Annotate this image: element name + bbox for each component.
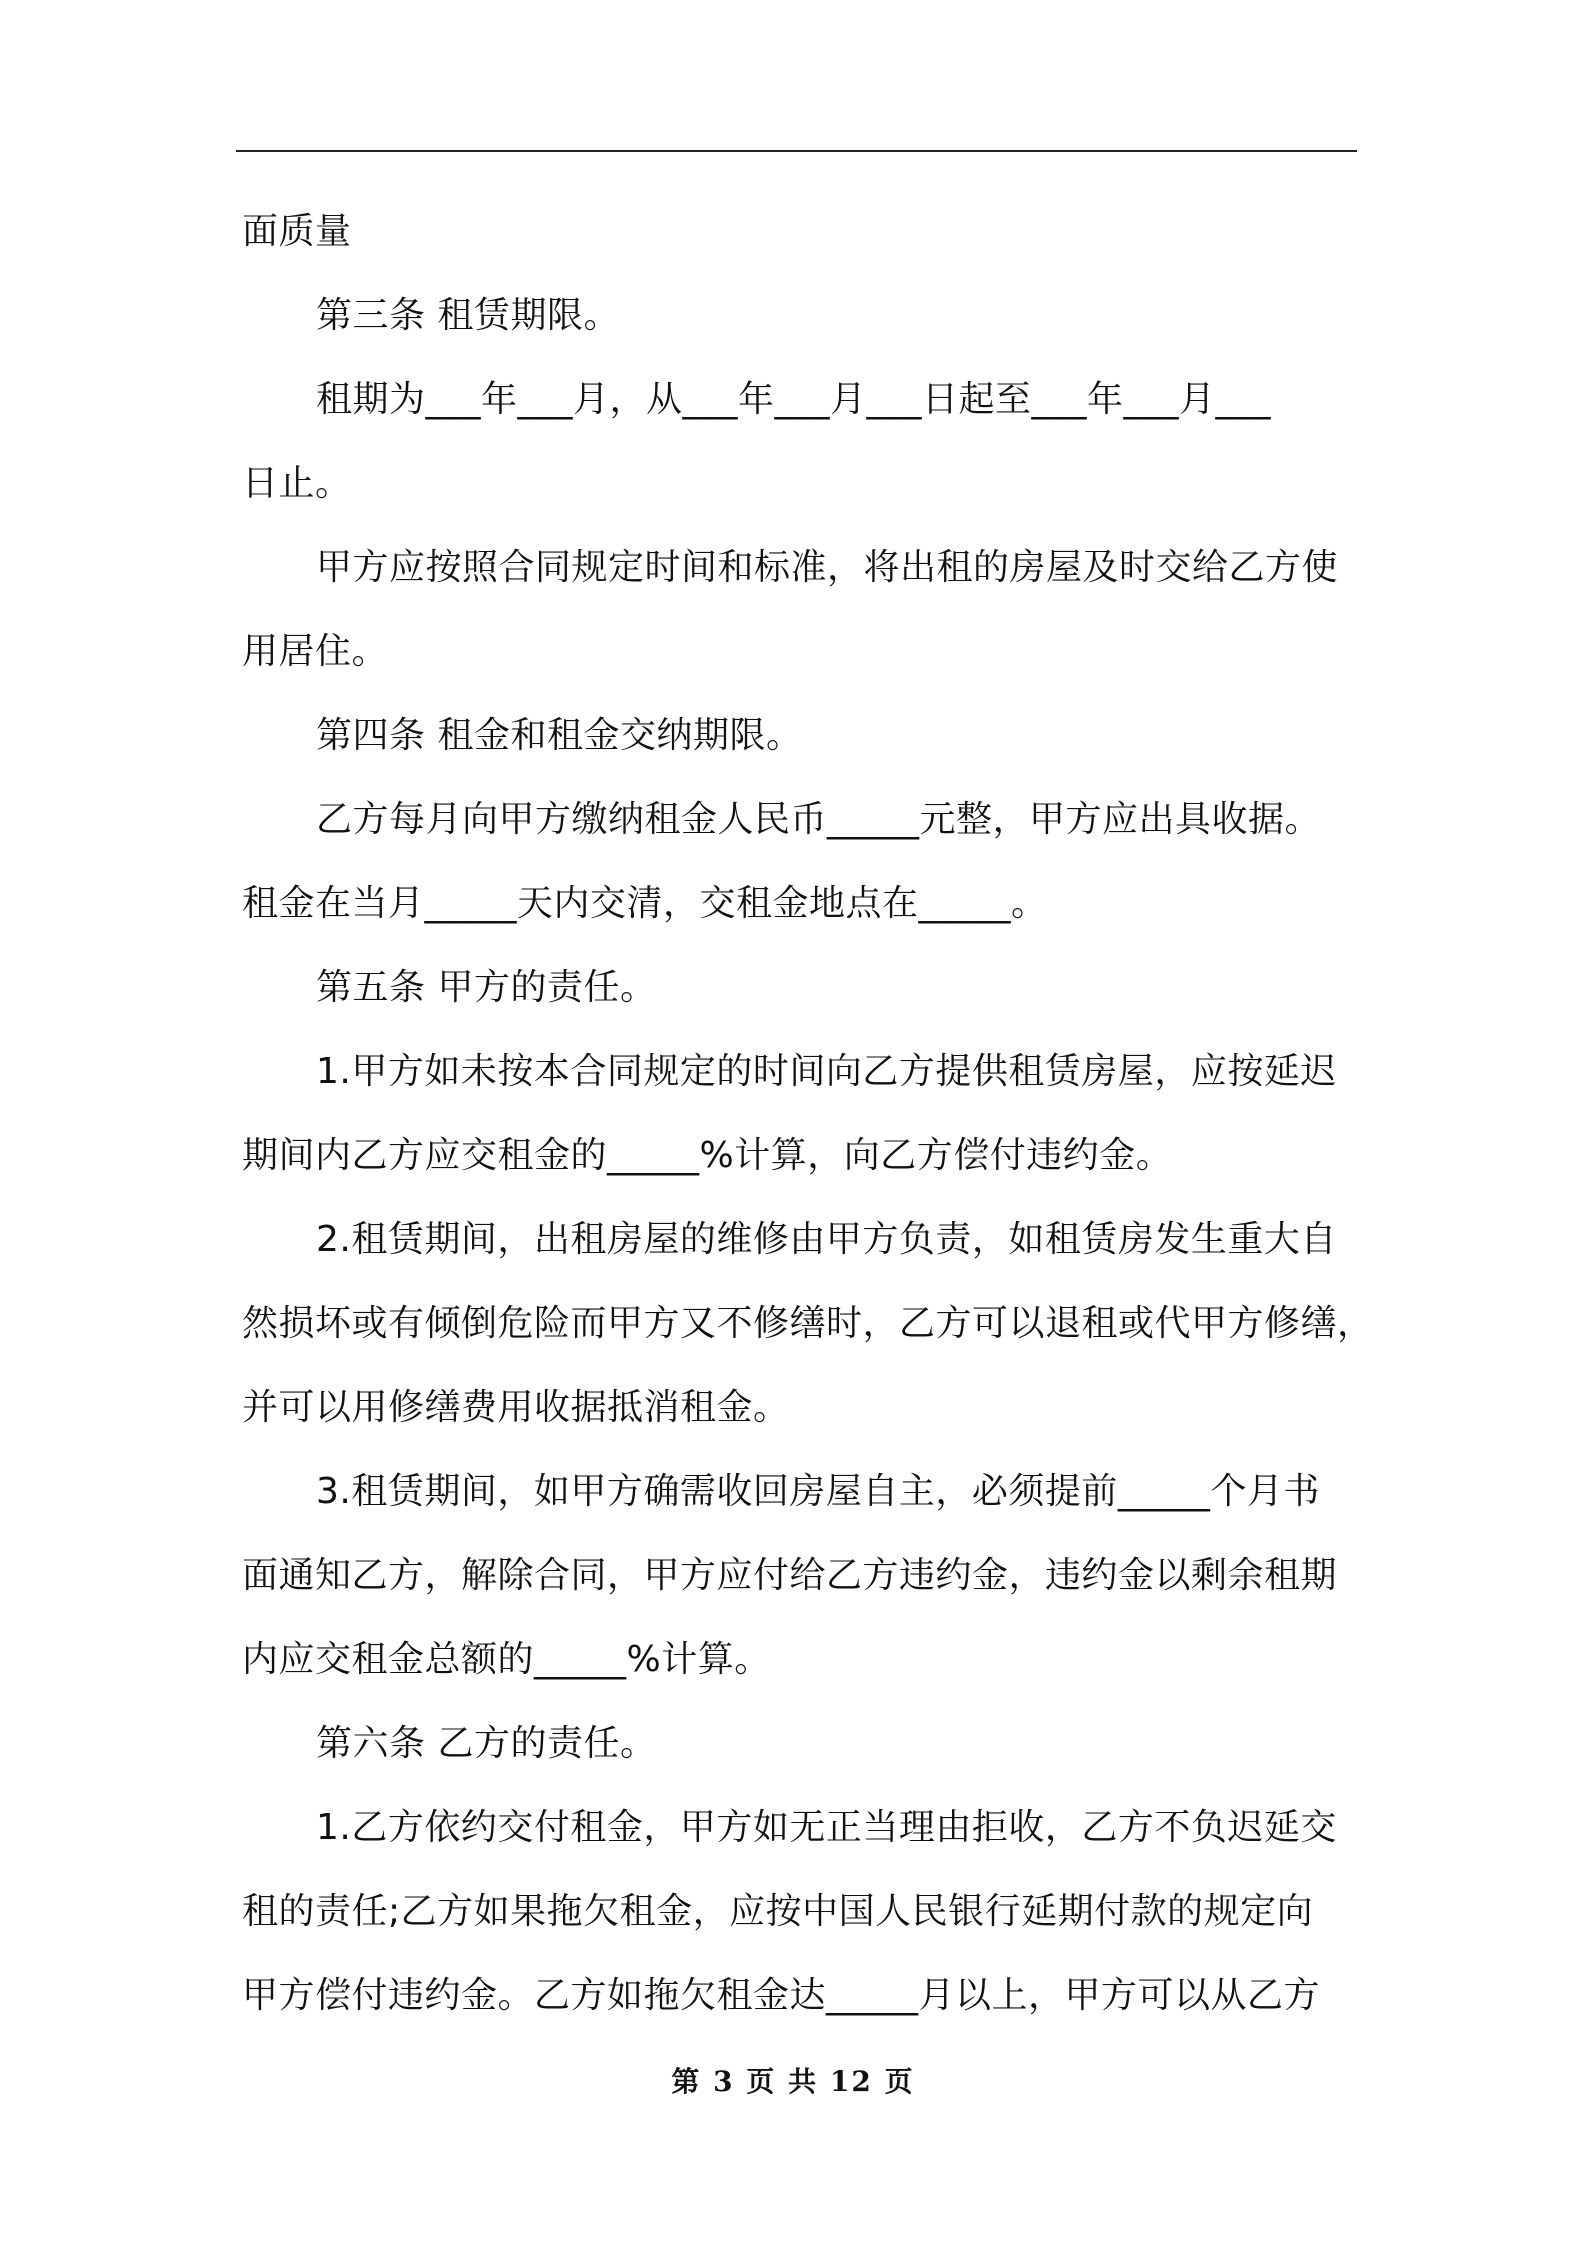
text-line: 内应交租金总额的_____%计算。 (242, 1639, 771, 1680)
text-line: 甲方偿付违约金。乙方如拖欠租金达_____月以上，甲方可以从乙方 (242, 1975, 1321, 2016)
article-heading: 第五条 甲方的责任。 (316, 967, 657, 1008)
page-number-footer: 第 3 页 共 12 页 (671, 2065, 915, 2098)
text-line: 用居住。 (242, 631, 389, 672)
text-line: 租的责任;乙方如果拖欠租金，应按中国人民银行延期付款的规定向 (242, 1891, 1314, 1932)
text-line: 然损坏或有倾倒危险而甲方又不修缮时，乙方可以退租或代甲方修缮， (242, 1303, 1374, 1344)
text-line: 期间内乙方应交租金的_____%计算，向乙方偿付违约金。 (242, 1135, 1173, 1176)
text-line: 并可以用修缮费用收据抵消租金。 (242, 1387, 790, 1428)
text-line: 乙方每月向甲方缴纳租金人民币_____元整，甲方应出具收据。 (316, 799, 1322, 840)
article-heading: 第四条 租金和租金交纳期限。 (316, 715, 803, 756)
text-line: 日止。 (242, 463, 352, 504)
article-heading: 第三条 租赁期限。 (316, 295, 620, 336)
text-line: 甲方应按照合同规定时间和标准，将出租的房屋及时交给乙方使 (316, 547, 1339, 588)
text-line: 面质量 (242, 211, 352, 252)
text-line: 面通知乙方，解除合同，甲方应付给乙方违约金，违约金以剩余租期 (242, 1555, 1338, 1596)
article-heading: 第六条 乙方的责任。 (316, 1723, 657, 1764)
document-body (242, 190, 1378, 2038)
text-line: 3.租赁期间，如甲方确需收回房屋自主，必须提前_____个月书 (316, 1471, 1320, 1512)
header-rule (236, 150, 1357, 152)
text-line: 租期为___年___月，从___年___月___日起至___年___月___ (316, 379, 1272, 420)
text-line: 1.乙方依约交付租金，甲方如无正当理由拒收，乙方不负迟延交 (316, 1807, 1337, 1848)
text-line: 2.租赁期间，出租房屋的维修由甲方负责，如租赁房发生重大自 (316, 1219, 1337, 1260)
text-line: 1.甲方如未按本合同规定的时间向乙方提供租赁房屋，应按延迟 (316, 1051, 1337, 1092)
text-line: 租金在当月_____天内交清，交租金地点在_____。 (242, 883, 1048, 924)
